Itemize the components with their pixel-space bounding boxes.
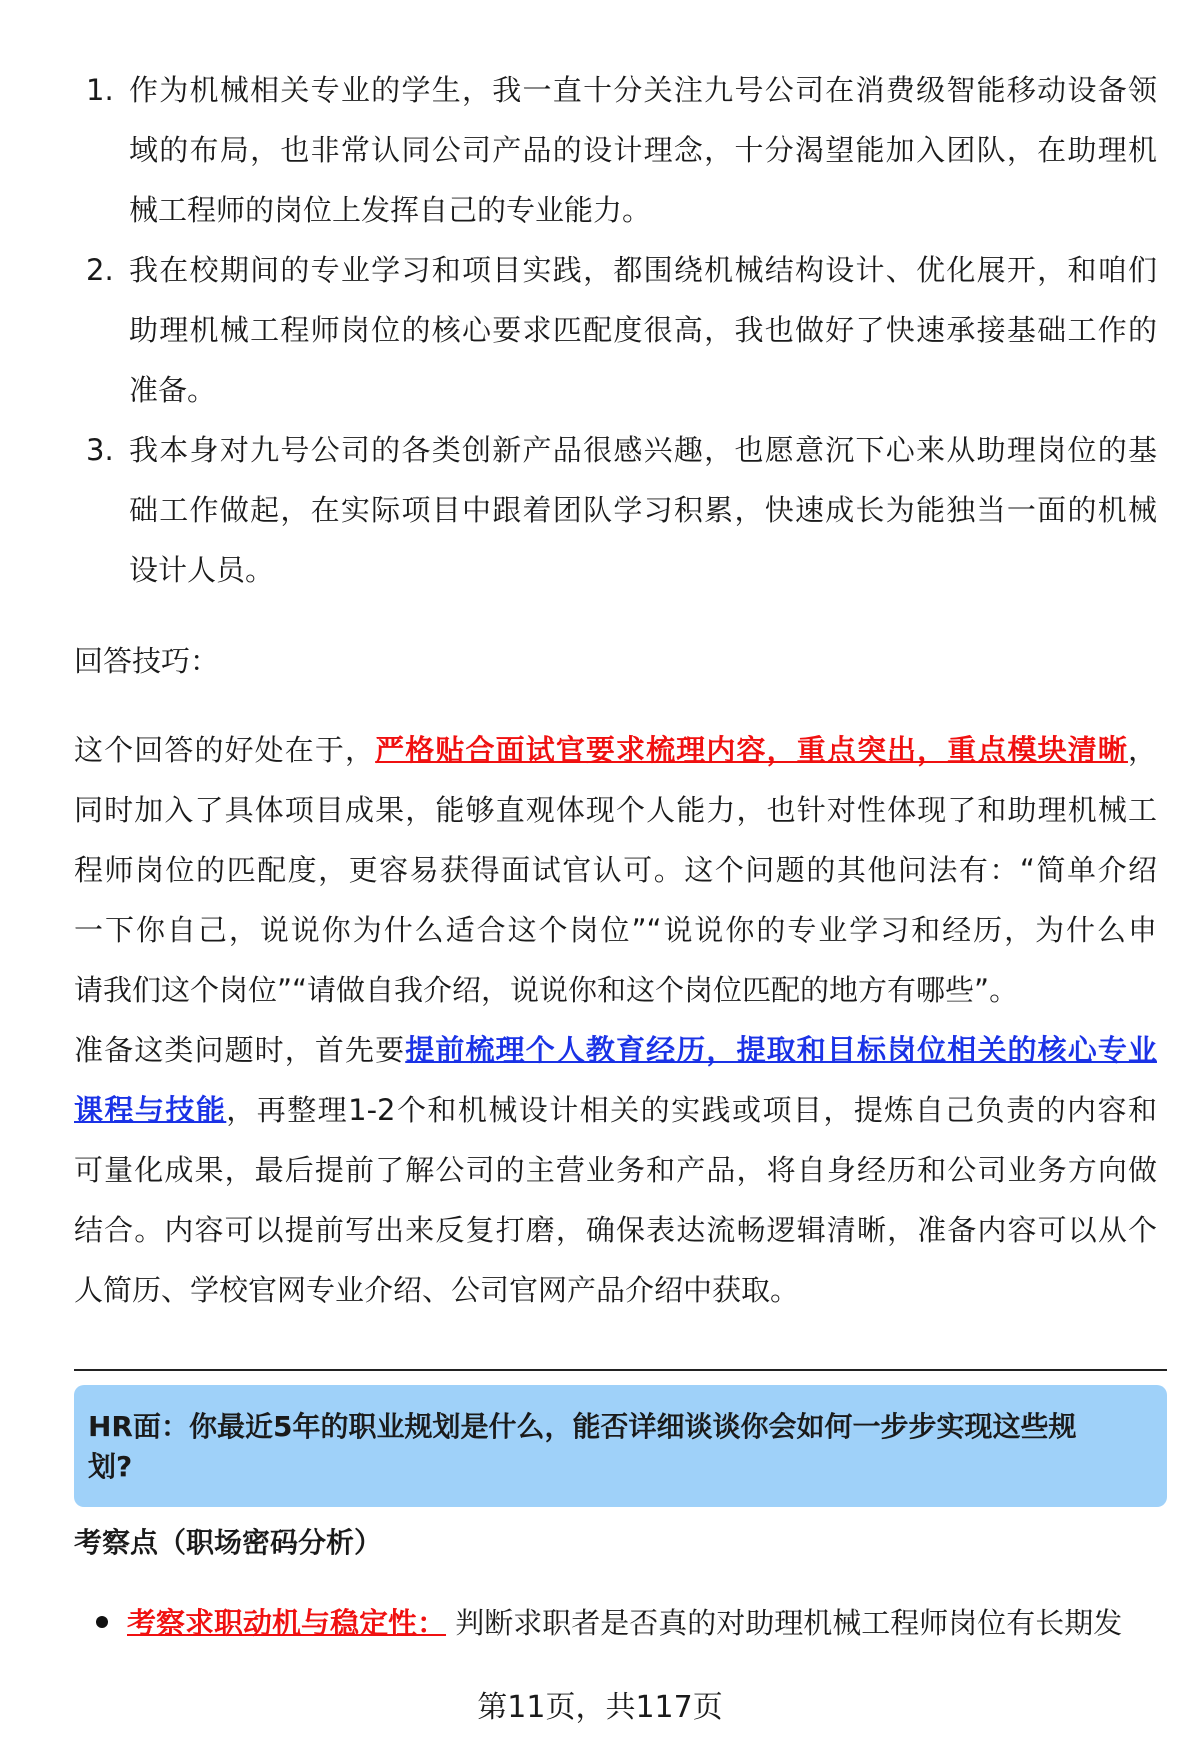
highlight-blue: 提前梳理个人教育经历，提取和目标岗位相关的核心专业 bbox=[405, 1033, 1157, 1067]
tips-line: 结合。内容可以提前写出来反复打磨，确保表达流畅逻辑清晰，准备内容可以从个 bbox=[74, 1213, 1157, 1247]
text: ， bbox=[1127, 733, 1157, 767]
list-item-line: 助理机械工程师岗位的核心要求匹配度很高，我也做好了快速承接基础工作的 bbox=[129, 313, 1157, 347]
list-item-line: 域的布局，也非常认同公司产品的设计理念，十分渴望能加入团队，在助理机 bbox=[129, 133, 1157, 167]
question-box bbox=[74, 1385, 1167, 1507]
tips-line: 可量化成果，最后提前了解公司的主营业务和产品，将自身经历和公司业务方向做 bbox=[74, 1153, 1157, 1187]
list-item-line: 我在校期间的专业学习和项目实践，都围绕机械结构设计、优化展开，和咱们 bbox=[129, 253, 1157, 287]
list-item-line: 我本身对九号公司的各类创新产品很感兴趣，也愿意沉下心来从助理岗位的基 bbox=[129, 433, 1157, 467]
question-line: 划? bbox=[88, 1450, 133, 1483]
list-number: 1. bbox=[86, 73, 114, 107]
tips-line: 人简历、学校官网专业介绍、公司官网产品介绍中获取。 bbox=[74, 1273, 800, 1307]
text: 这个回答的好处在于， bbox=[74, 733, 376, 767]
text: ，再整理1-2个和机械设计相关的实践或项目，提炼自己负责的内容和 bbox=[226, 1093, 1157, 1127]
bullet-item bbox=[127, 1603, 1122, 1643]
divider bbox=[74, 1369, 1167, 1371]
list-item-line: 械工程师的岗位上发挥自己的专业能力。 bbox=[129, 193, 652, 227]
page-footer: 第11页，共117页 bbox=[477, 1690, 723, 1725]
text: 判断求职者是否真的对助理机械工程师岗位有长期发 bbox=[455, 1606, 1123, 1640]
tips-line bbox=[74, 1090, 1157, 1130]
list-number: 2. bbox=[86, 253, 114, 287]
tips-line bbox=[74, 1030, 1157, 1070]
question-line: HR面：你最近5年的职业规划是什么，能否详细谈谈你会如何一步步实现这些规 bbox=[88, 1410, 1077, 1443]
tips-heading: 回答技巧： bbox=[74, 644, 220, 678]
bullet-dot-icon bbox=[96, 1616, 108, 1628]
highlight-red: 严格贴合面试官要求梳理内容，重点突出，重点模块清晰 bbox=[375, 733, 1128, 767]
list-number: 3. bbox=[86, 433, 114, 467]
highlight-red: 考察求职动机与稳定性： bbox=[127, 1606, 447, 1640]
list-item-line: 准备。 bbox=[129, 373, 217, 407]
list-item-line: 设计人员。 bbox=[129, 553, 275, 587]
tips-line bbox=[74, 730, 1157, 770]
list-item-line: 础工作做起，在实际项目中跟着团队学习积累，快速成长为能独当一面的机械 bbox=[129, 493, 1157, 527]
highlight-blue: 课程与技能 bbox=[74, 1093, 227, 1127]
list-item-line: 作为机械相关专业的学生，我一直十分关注九号公司在消费级智能移动设备领 bbox=[129, 73, 1157, 107]
tips-line: 同时加入了具体项目成果，能够直观体现个人能力，也针对性体现了和助理机械工 bbox=[74, 793, 1157, 827]
text: 准备这类问题时，首先要 bbox=[74, 1033, 406, 1067]
tips-line: 一下你自己，说说你为什么适合这个岗位”“说说你的专业学习和经历，为什么申 bbox=[74, 913, 1157, 947]
analysis-heading: 考察点（职场密码分析） bbox=[74, 1526, 383, 1559]
tips-line: 请我们这个岗位”“请做自我介绍，说说你和这个岗位匹配的地方有哪些”。 bbox=[74, 973, 1019, 1007]
tips-line: 程师岗位的匹配度，更容易获得面试官认可。这个问题的其他问法有：“简单介绍 bbox=[74, 853, 1157, 887]
